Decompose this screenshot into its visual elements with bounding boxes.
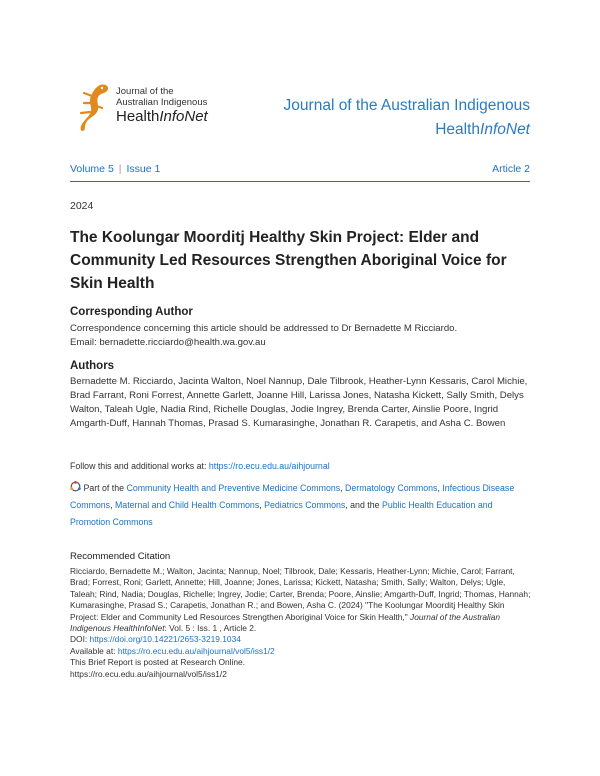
follow-link[interactable]: https://ro.ecu.edu.au/aihjournal: [208, 461, 330, 471]
authors-heading: Authors: [70, 360, 115, 372]
citation-volume: : Vol. 5 : Iss. 1 , Article 2.: [164, 623, 257, 634]
journal-title[interactable]: [210, 94, 530, 142]
citation-heading: Recommended Citation: [70, 551, 171, 562]
corresponding-text: [70, 322, 540, 350]
follow-prefix: Follow this and additional works at:: [70, 461, 209, 471]
corresponding-heading: Corresponding Author: [70, 306, 193, 318]
doi-link[interactable]: https://doi.org/10.14221/2653-3219.1034: [89, 634, 241, 645]
article-link[interactable]: Article 2: [492, 163, 530, 175]
publication-year: 2024: [70, 200, 94, 212]
authors-list: Bernadette M. Ricciardo, Jacinta Walton, Noel Nannup, Dale Tilbrook, Heather-Lynn Kessaris, Carol Michie, Brad Farrant, Roni Forrest, Annette Garlett, Joanne Hill, Larissa Jones, Natasha Kickett, Sally Smith, Delys Walton, Taleah Ugle, Nadia Rind, Richelle Douglas, Jodie Ingrey, Brenda Carter, Ainslie Poore, Ingrid Amgarth-Duff, Hannah Thomas, Prasad S. Kumarasinghe, Jonathan R. Carapetis, and Asha C. Bowen: [70, 376, 528, 429]
commons-line: Part of the Community Health and Preventive Medicine Commons, Dermatology Commons, Infectious Disease Commons, Maternal and Child Health Commons, Pediatrics Commons, and the Public Health Education and Promotion Commons: [70, 483, 515, 527]
lizard-logo-icon: [70, 81, 118, 133]
logo-line2: Australian Indigenous: [116, 97, 208, 108]
follow-line: [70, 461, 330, 472]
commons-link[interactable]: Infectious Disease Commons: [70, 483, 515, 510]
issue-separator: |: [118, 163, 122, 175]
commons-link[interactable]: Maternal and Child Health Commons: [114, 500, 260, 510]
corresponding-email: Email: bernadette.ricciardo@health.wa.gov.au: [70, 337, 266, 348]
volume-link[interactable]: Volume 5: [70, 163, 114, 175]
journal-title-infonet[interactable]: InfoNet: [480, 121, 530, 138]
issue-link[interactable]: Issue 1: [126, 163, 161, 175]
journal-title-line1[interactable]: Journal of the Australian Indigenous: [283, 97, 530, 114]
journal-title-health[interactable]: Health: [435, 121, 481, 138]
citation-text: Ricciardo, Bernadette M.; Walton, Jacinta; Nannup, Noel; Tilbrook, Dale; Kessaris, Heather-Lynn; Michie, Carol; Farrant, Brad; Forrest, Roni; Garlett, Annette; Hill, Joanne; Jones, Larissa; Kickett, Natasha; Smith, Sally; Walton, Delys; Ugle, Taleah; Rind, Nadia; Douglas, Richelle; Ingrey, Jodie; Carter, Brenda; Poore, Ainslie; Amgarth-Duff, Ingrid; Thomas, Hannah; Kumarasinghe, Prasad S.; Carapetis, Jonathan R.; and Bowen, Asha C. (2024) "The Koolungar Moorditj Healthy Skin Project: Elder and Community Led Resources Strengthen Aboriginal Voice for Skin Health,": [70, 566, 531, 622]
corresponding-line1: Correspondence concerning this article should be addressed to Dr Bernadette M Ricciardo.: [70, 323, 458, 334]
commons-link[interactable]: Pediatrics Commons: [264, 500, 346, 510]
brief-report-url: https://ro.ecu.edu.au/aihjournal/vol5/iss1/2: [70, 668, 227, 679]
issue-info: [70, 163, 160, 175]
commons-link[interactable]: Community Health and Preventive Medicine Commons: [126, 483, 341, 493]
logo-line1: Journal of the: [116, 86, 174, 97]
available-link[interactable]: https://ro.ecu.edu.au/aihjournal/vol5/iss1/2: [117, 645, 275, 656]
journal-logo: [70, 85, 230, 135]
header-divider: [70, 181, 530, 182]
logo-health: Health: [116, 108, 160, 125]
commons-prefix: Part of the: [83, 483, 127, 493]
commons-network-icon: [70, 481, 81, 492]
commons-link[interactable]: Public Health Education and Promotion Commons: [70, 500, 493, 527]
logo-infonet: InfoNet: [159, 108, 208, 125]
citation-journal: Journal of the Australian Indigenous HealthInfoNet: [70, 611, 501, 634]
commons-link[interactable]: Dermatology Commons: [345, 483, 438, 493]
citation-block: Ricciardo, Bernadette M.; Walton, Jacinta; Nannup, Noel; Tilbrook, Dale; Kessaris, Heather-Lynn; Michie, Carol; Farrant, Brad; Forrest, Roni; Garlett, Annette; Hill, Joanne; Jones, Larissa; Kickett, Natasha; Smith, Sally; Walton, Delys; Ugle, Taleah; Rind, Nadia; Douglas, Richelle; Ingrey, Jodie; Carter, Brenda; Poore, Ainslie; Amgarth-Duff, Ingrid; Thomas, Hannah; Kumarasinghe, Prasad S.; Carapetis, Jonathan R.; and Bowen, Asha C. (2024) "The Koolungar Moorditj Healthy Skin Project: Elder and Community Led Resources Strengthen Aboriginal Voice for Skin Health," Journal of the Australian Indigenous HealthInfoNet: Vol. 5 : Iss. 1 , Article 2. DOI: https://doi.org/10.14221/2653-3219.1034 Available at: https://ro.ecu.edu.au/aihjournal/vol5/iss1/2 This Brief Report is posted at Research Online. https://ro.ecu.edu.au/aihjournal/vol5/iss1/2: [70, 566, 531, 679]
article-title: The Koolungar Moorditj Healthy Skin Project: Elder and Community Led Resources Strengthen Aboriginal Voice for Skin Health: [70, 229, 507, 292]
brief-report-note: This Brief Report is posted at Research Online.: [70, 657, 246, 668]
